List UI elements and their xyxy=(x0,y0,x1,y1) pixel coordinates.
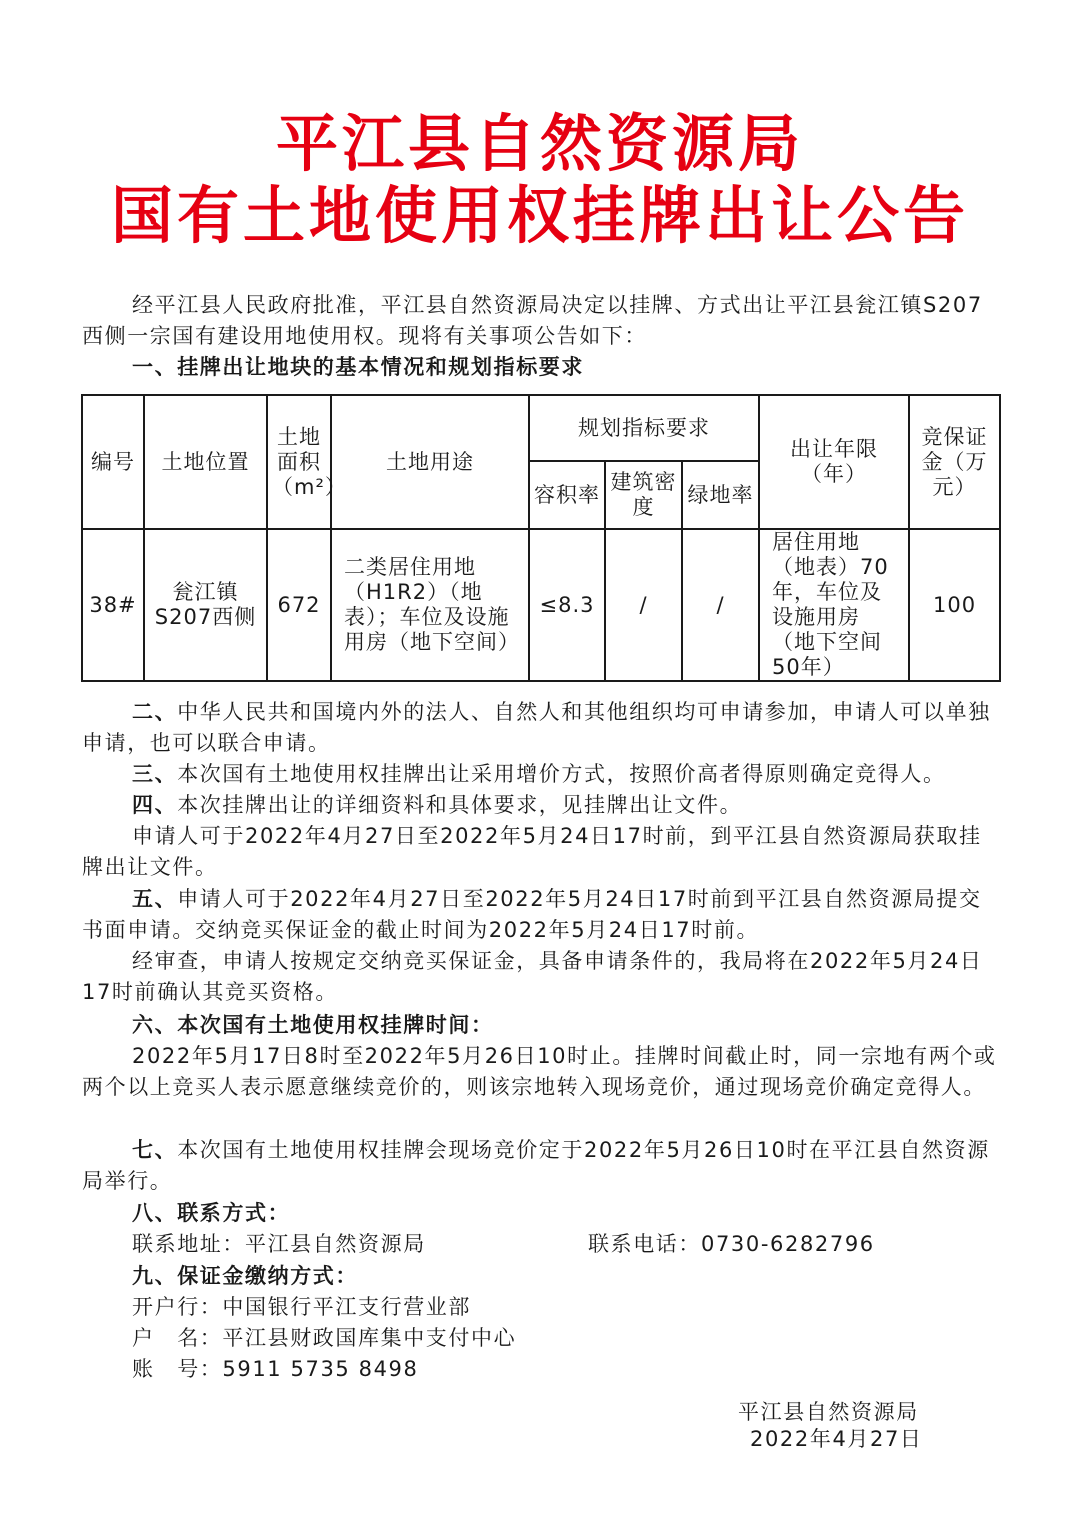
section4-detail: 申请人可于2022年4月27日至2022年5月24日17时前，到平江县自然资源局获取挂牌出让文件。 xyxy=(82,824,982,879)
page-title-line1: 平江县自然资源局 xyxy=(275,107,804,180)
deposit-account-name: 户 名：平江县财政国库集中支付中心 xyxy=(132,1326,517,1350)
cell-density: / xyxy=(605,529,682,681)
header-area: 土地面积（m²） xyxy=(267,395,331,529)
section7-paragraph: 七、本次国有土地使用权挂牌会现场竞价定于2022年5月26日10时在平江县自然资源局举行。 xyxy=(82,1138,990,1193)
section3-paragraph: 三、本次国有土地使用权挂牌出让采用增价方式，按照价高者得原则确定竞得人。 xyxy=(132,762,946,786)
contact-address: 联系地址：平江县自然资源局 xyxy=(132,1232,426,1256)
signature-org: 平江县自然资源局 xyxy=(738,1400,919,1424)
page-title-line2: 国有土地使用权挂牌出让公告 xyxy=(110,179,969,252)
table-row xyxy=(82,529,1000,681)
intro-paragraph: 经平江县人民政府批准，平江县自然资源局决定以挂牌、方式出让平江县瓮江镇S207西侧一宗国有建设用地使用权。现将有关事项公告如下： xyxy=(82,293,983,348)
contact-phone: 联系电话：0730-6282796 xyxy=(588,1232,875,1256)
section9-heading: 九、保证金缴纳方式： xyxy=(132,1264,358,1288)
header-use: 土地用途 xyxy=(331,395,529,529)
section2-paragraph: 二、中华人民共和国境内外的法人、自然人和其他组织均可申请参加，申请人可以单独申请，也可以联合申请。 xyxy=(82,700,991,755)
cell-location: 瓮江镇S207西侧 xyxy=(144,529,267,681)
cell-no: 38# xyxy=(82,529,144,681)
cell-area: 672 xyxy=(267,529,331,681)
header-deposit: 竞保证金（万元） xyxy=(909,395,1000,529)
header-green: 绿地率 xyxy=(682,461,759,529)
section5-detail: 经审查，申请人按规定交纳竞买保证金，具备申请条件的，我局将在2022年5月24日17时前确认其竞买资格。 xyxy=(82,949,983,1004)
header-term: 出让年限（年） xyxy=(759,395,909,529)
header-far: 容积率 xyxy=(529,461,605,529)
header-location: 土地位置 xyxy=(144,395,267,529)
deposit-account-number: 账 号：5911 5735 8498 xyxy=(132,1357,419,1381)
cell-green: / xyxy=(682,529,759,681)
land-parcel-table xyxy=(81,394,1001,682)
header-no: 编号 xyxy=(82,395,144,529)
signature-date: 2022年4月27日 xyxy=(750,1427,923,1451)
section6-paragraph: 2022年5月17日8时至2022年5月26日10时止。挂牌时间截止时，同一宗地有两个或两个以上竞买人表示愿意继续竞价的，则该宗地转入现场竞价，通过现场竞价确定竞得人。 xyxy=(82,1044,997,1099)
header-density: 建筑密度 xyxy=(605,461,682,529)
section1-heading: 一、挂牌出让地块的基本情况和规划指标要求 xyxy=(132,355,584,379)
section8-heading: 八、联系方式： xyxy=(132,1201,291,1225)
deposit-bank: 开户行：中国银行平江支行营业部 xyxy=(132,1295,471,1319)
cell-term: 居住用地（地表）70年，车位及设施用房（地下空间50年） xyxy=(759,529,909,681)
section5-paragraph: 五、申请人可于2022年4月27日至2022年5月24日17时前到平江县自然资源局提交书面申请。交纳竞买保证金的截止时间为2022年5月24日17时前。 xyxy=(82,887,982,942)
header-planning: 规划指标要求 xyxy=(529,395,759,461)
section4-paragraph: 四、本次挂牌出让的详细资料和具体要求，见挂牌出让文件。 xyxy=(132,793,743,817)
cell-use: 二类居住用地（H1R2）（地表）；车位及设施用房（地下空间） xyxy=(331,529,529,681)
section6-heading: 六、本次国有土地使用权挂牌时间： xyxy=(132,1013,494,1037)
cell-far: ≤8.3 xyxy=(529,529,605,681)
cell-deposit: 100 xyxy=(909,529,1000,681)
